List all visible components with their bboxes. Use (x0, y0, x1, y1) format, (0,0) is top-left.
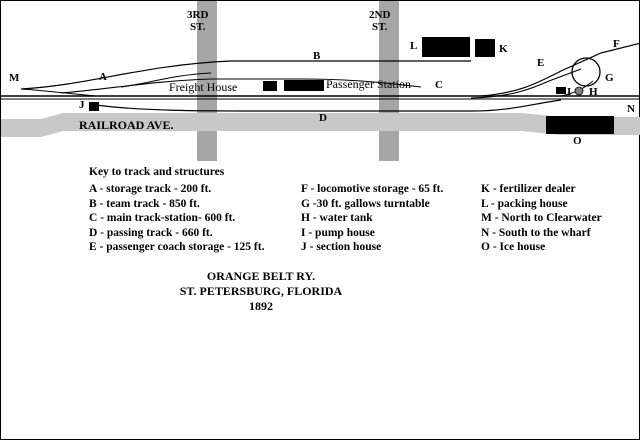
street-label-2nd: 2ND ST. (369, 9, 391, 34)
legend-item-o: O - Ice house (481, 241, 546, 253)
legend-item-i: I - pump house (301, 226, 375, 239)
passenger-station-label: Passenger Station (326, 77, 411, 91)
legend-item-m: M - North to Clearwater (481, 212, 602, 224)
legend-item-j: J - section house (301, 241, 382, 253)
point-label-k: K (499, 43, 508, 55)
legend-item-d: D - passing track - 660 ft. (89, 226, 213, 239)
legend-item-b: B - team track - 850 ft. (89, 197, 200, 210)
point-label-i: I (567, 86, 572, 98)
point-label-m: M (9, 72, 20, 84)
building-pump-house-i (556, 87, 566, 94)
track-d-passing (96, 100, 561, 111)
point-label-l: L (410, 40, 418, 52)
legend-item-n: N - South to the wharf (481, 226, 591, 239)
switch-lead-west (21, 89, 96, 96)
building-passenger-station (284, 80, 324, 91)
building-fertilizer-dealer-k (475, 39, 495, 57)
legend (1, 166, 640, 276)
water-tank-h (575, 87, 583, 95)
building-section-house-j (89, 102, 99, 111)
legend-item-c: C - main track-station- 600 ft. (89, 212, 236, 224)
building-ice-house-o (546, 116, 614, 134)
building-packing-house-l (422, 37, 470, 57)
diagram-caption (1, 269, 640, 314)
point-label-a: A (99, 71, 107, 83)
caption-location: ST. PETERSBURG, FLORIDA (179, 284, 343, 298)
point-label-h: H (589, 86, 598, 98)
freight-house-label: Freight House (169, 80, 238, 94)
street-label-3rd: 3RD ST. (187, 9, 209, 34)
track-map (1, 1, 640, 161)
legend-item-g: G -30 ft. gallows turntable (301, 197, 430, 210)
building-freight-house (263, 81, 277, 91)
legend-item-a: A - storage track - 200 ft. (89, 183, 212, 195)
point-label-f: F (613, 38, 620, 50)
caption-year: 1892 (248, 299, 273, 313)
point-label-c: C (435, 79, 443, 91)
point-label-b: B (313, 50, 321, 62)
caption-railway-name: ORANGE BELT RY. (206, 269, 316, 283)
legend-column-2 (301, 183, 443, 256)
point-label-g: G (605, 72, 614, 84)
legend-item-f: F - locomotive storage - 65 ft. (301, 183, 444, 195)
point-label-e: E (537, 57, 545, 69)
point-label-d: D (319, 112, 327, 124)
track-map-svg (1, 1, 640, 166)
turntable-circle-g (572, 58, 600, 86)
legend-item-e: E - passenger coach storage - 125 ft. (89, 241, 265, 253)
legend-title: Key to track and structures (89, 166, 225, 178)
legend-column-1 (89, 183, 264, 256)
railroad-avenue-label: RAILROAD AVE. (79, 118, 174, 132)
point-label-n: N (627, 103, 635, 115)
legend-item-h: H - water tank (301, 212, 373, 224)
legend-item-l: L - packing house (481, 197, 568, 210)
point-label-o: O (573, 135, 582, 147)
point-label-j: J (79, 99, 85, 111)
legend-column-3 (481, 183, 602, 256)
legend-item-k: K - fertilizer dealer (481, 183, 576, 195)
